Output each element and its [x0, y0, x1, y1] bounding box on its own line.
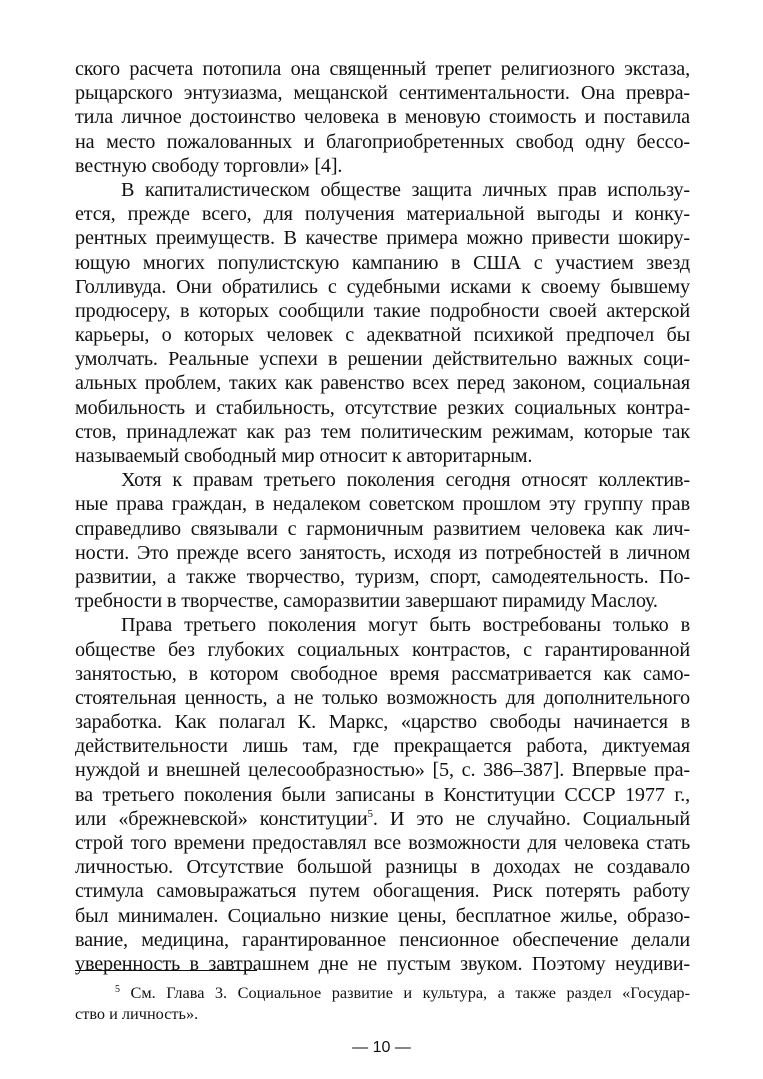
- text-line: личностью. Отсутствие большой разницы в доходах не создавало: [75, 856, 690, 879]
- text-line-part: или «брежневской» конституции: [75, 807, 368, 830]
- page-number: — 10 —: [352, 1039, 411, 1056]
- text-line: карьеры, о которых человек с адекватной психикой предпочел бы: [75, 324, 690, 347]
- main-text: [75, 57, 690, 976]
- paragraph-start-line: В капиталистическом обществе защита личных прав использу-: [121, 178, 690, 201]
- text-line: [75, 807, 690, 831]
- text-line: справедливо связывали с гармоничным развитием человека как лич-: [75, 517, 690, 540]
- text-line: называемый свободный мир относит к авторитарным.: [75, 445, 533, 467]
- text-line: стимула самовыражаться путем обогащения. Риск потерять работу: [75, 880, 690, 903]
- text-line: вестную свободу торговли» [4].: [75, 154, 343, 177]
- footnote-reference[interactable]: 5: [367, 807, 373, 820]
- footnote-text: См. Глава 3. Социальное развитие и культура, а также раздел «Государ-: [120, 983, 690, 1002]
- text-line: развитии, а также творчество, туризм, спорт, самодеятельность. По-: [75, 565, 690, 588]
- text-line: на место пожалованных и благоприобретенных свобод одну бессо-: [75, 130, 690, 153]
- footnote-divider: [75, 970, 257, 971]
- text-line: ского расчета потопила она священный трепет религиозного экстаза,: [75, 58, 690, 80]
- footnote-line: ство и личность».: [75, 1004, 199, 1023]
- text-line: ные права граждан, в недалеком советском прошлом эту группу прав: [75, 493, 690, 516]
- text-line: тила личное достоинство человека в меновую стоимость и поставила: [75, 106, 690, 129]
- text-line: заработка. Как полагал К. Маркс, «царство свободы начинается в: [75, 711, 690, 734]
- footnote-mark: 5: [115, 984, 120, 995]
- text-line: требности в творчестве, саморазвитии завершают пирамиду Маслоу.: [75, 590, 658, 613]
- text-line: занятостью, в котором свободное время рассматривается как само-: [75, 662, 690, 685]
- text-line: стов, принадлежат как раз тем политическим режимам, которые так: [75, 420, 690, 443]
- text-line: действительности лишь там, где прекращается работа, диктуемая: [75, 735, 690, 758]
- text-line: мобильность и стабильность, отсутствие резких социальных контра-: [75, 396, 690, 419]
- text-line: был минимален. Социально низкие цены, бесплатное жилье, образо-: [75, 904, 690, 927]
- text-line: ющую многих популистскую кампанию в США с участием звезд: [75, 251, 690, 274]
- paragraph-start-line: Хотя к правам третьего поколения сегодня относят коллектив-: [121, 469, 690, 492]
- text-line: умолчать. Реальные успехи в решении действительно важных соци-: [75, 348, 690, 371]
- text-line: нуждой и внешней целесообразностью» [5, с. 386–387]. Впервые пра-: [75, 759, 690, 782]
- text-line: обществе без глубоких социальных контрастов, с гарантированной: [75, 638, 690, 661]
- text-line: рентных преимуществ. В качестве примера можно привести шокиру-: [75, 227, 690, 250]
- text-line-part: . И это не случайно. Социальный: [372, 807, 691, 830]
- text-line: ется, прежде всего, для получения материальной выгоды и конку-: [75, 203, 690, 226]
- text-line: уверенность в завтрашнем дне не пустым звуком. Поэтому неудиви-: [75, 952, 690, 975]
- text-line: стоятельная ценность, а не только возможность для дополнительного: [75, 686, 690, 709]
- footnote: [75, 982, 690, 1024]
- text-line: вание, медицина, гарантированное пенсионное обеспечение делали: [75, 928, 690, 951]
- text-line: строй того времени предоставлял все возможности для человека стать: [75, 832, 690, 854]
- text-line: рыцарского энтузиазма, мещанской сентиментальности. Она превра-: [75, 82, 690, 105]
- text-line: продюсеру, в которых сообщили такие подробности своей актерской: [75, 299, 690, 322]
- footnote-line: [75, 982, 690, 1003]
- text-line: ности. Это прежде всего занятость, исходя из потребностей в личном: [75, 541, 690, 564]
- text-line: альных проблем, таких как равенство всех перед законом, социальная: [75, 372, 690, 395]
- text-line: Голливуда. Они обратились с судебными исками к своему бывшему: [75, 275, 690, 298]
- paragraph-start-line: Права третьего поколения могут быть востребованы только в: [121, 614, 690, 637]
- text-line: ва третьего поколения были записаны в Конституции СССР 1977 г.,: [75, 783, 690, 806]
